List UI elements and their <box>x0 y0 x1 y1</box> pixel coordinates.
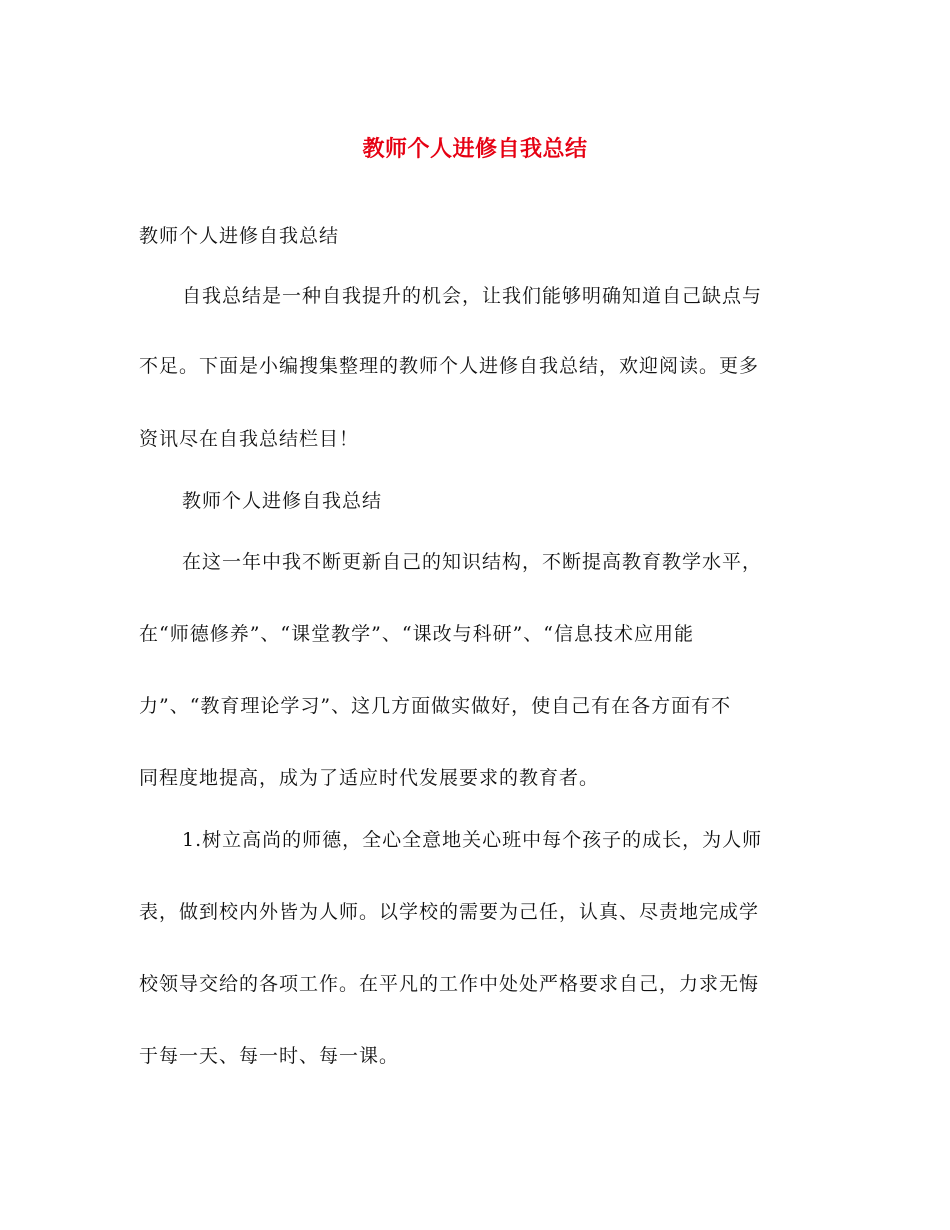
paragraph-line: 同程度地提高，成为了适应时代发展要求的教育者。 <box>139 767 600 789</box>
subtitle-line: 教师个人进修自我总结 <box>139 225 340 247</box>
paragraph-line: 1.树立高尚的师德，全心全意地关心班中每个孩子的成长，为人师 <box>182 829 763 851</box>
paragraph-line: 于每一天、每一时、每一课。 <box>139 1045 400 1067</box>
paragraph-line: 资讯尽在自我总结栏目！ <box>139 428 360 450</box>
paragraph-line: 在这一年中我不断更新自己的知识结构，不断提高教育教学水平， <box>182 551 763 573</box>
paragraph-line: 自我总结是一种自我提升的机会，让我们能够明确知道自己缺点与 <box>182 285 763 307</box>
paragraph-line: 在“师德修养”、“课堂教学”、“课改与科研”、“信息技术应用能 <box>139 623 694 645</box>
paragraph-line: 校领导交给的各项工作。在平凡的工作中处处严格要求自己，力求无悔 <box>139 973 760 995</box>
paragraph-line: 力”、“教育理论学习”、这几方面做实做好，使自己有在各方面有不 <box>139 695 732 717</box>
section-heading: 教师个人进修自我总结 <box>182 490 383 512</box>
document-title: 教师个人进修自我总结 <box>362 137 588 162</box>
paragraph-line: 不足。下面是小编搜集整理的教师个人进修自我总结，欢迎阅读。更多 <box>139 355 760 377</box>
paragraph-line: 表，做到校内外皆为人师。以学校的需要为己任，认真、尽责地完成学 <box>139 901 760 923</box>
